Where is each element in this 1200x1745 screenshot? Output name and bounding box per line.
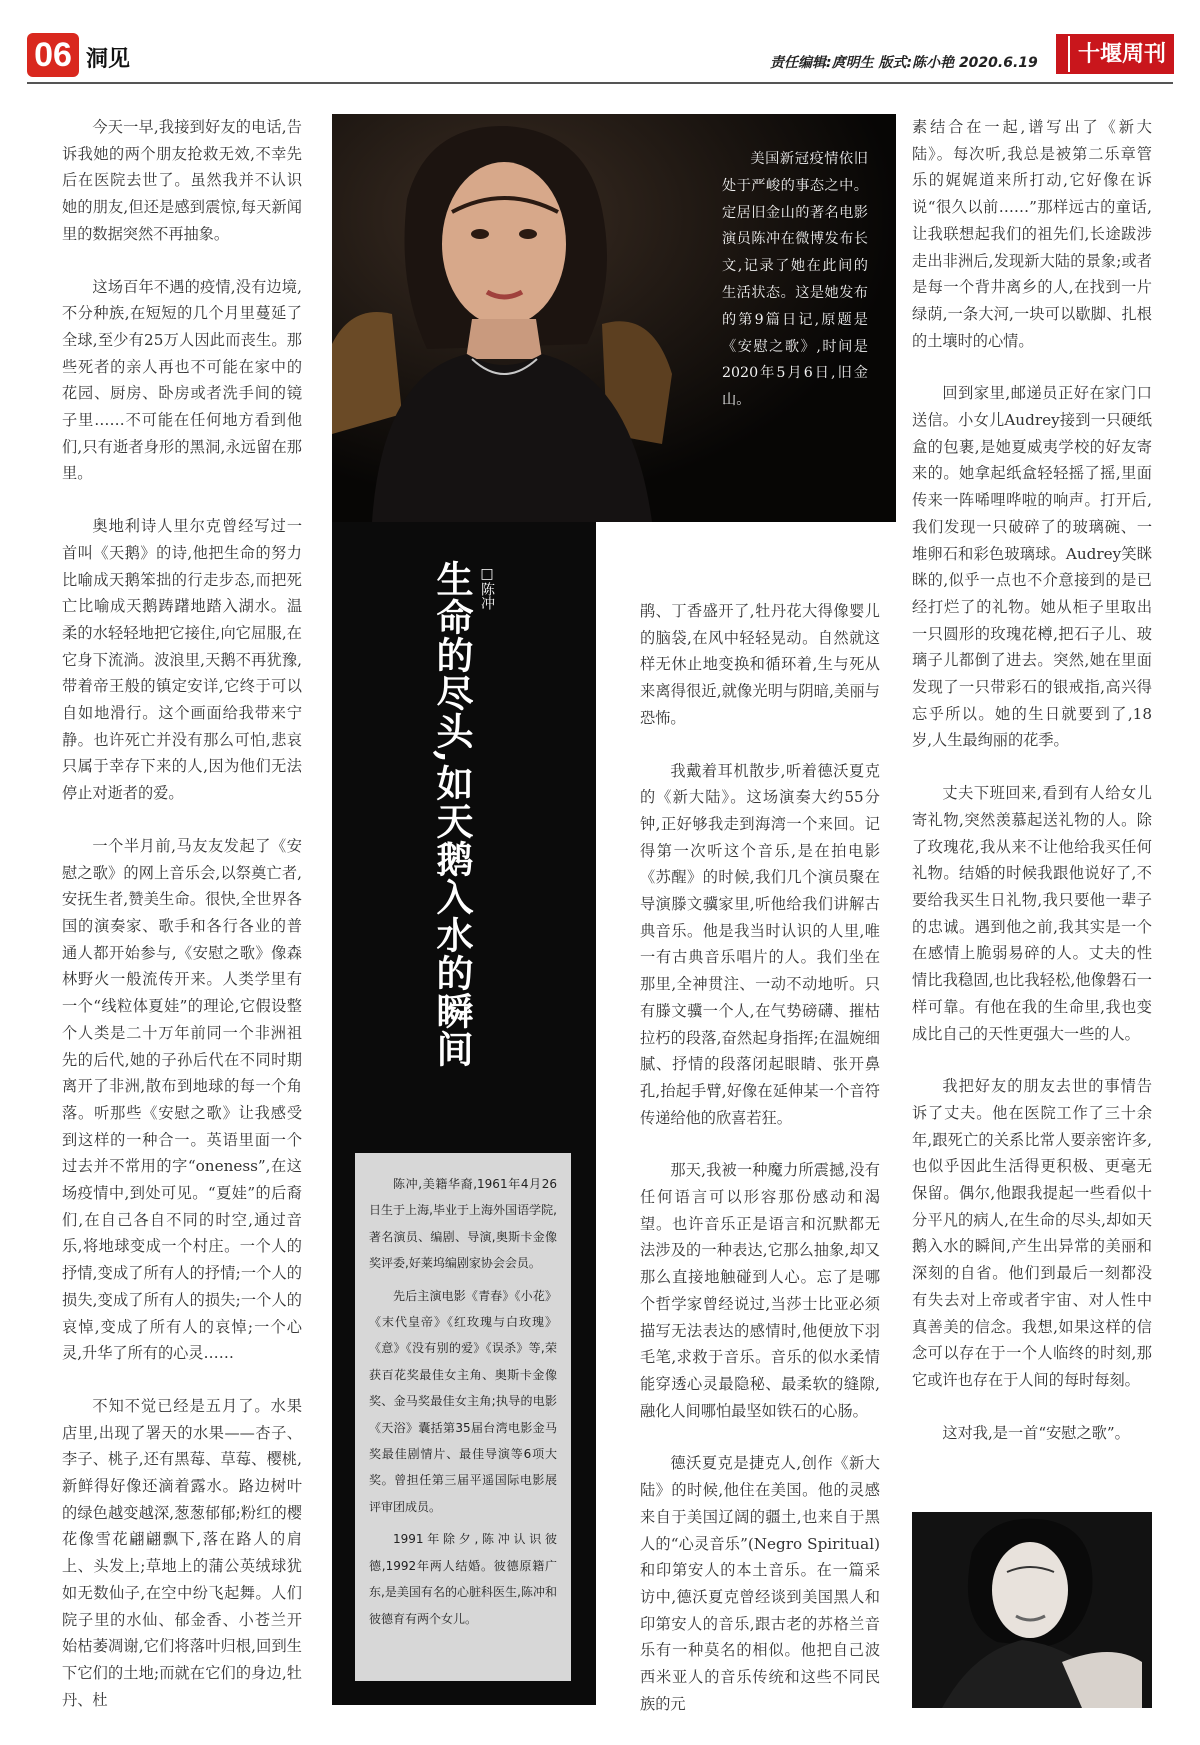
paragraph: 回到家里,邮递员正好在家门口送信。小女儿Audrey接到一只硬纸盒的包裹,是她夏威夷学校的好友寄来的。她拿起纸盒轻轻摇了摇,里面传来一阵唏哩哗啦的响声。打开后,我们发现一只破碎了的玻璃碗、一堆卵石和彩色玻璃球。Audrey笑眯眯的,似乎一点也不介意接到的是已经打烂了的礼物。她从柜子里取出一只圆形的玫瑰花樽,把石子儿、玻璃子儿都倒了进去。突然,她在里面发现了一只带彩石的银戒指,高兴得忘乎所以。她的生日就要到了,18岁,人生最绚丽的花季。	[912, 384, 1152, 750]
photo-caption	[722, 146, 868, 414]
paragraph: 鹃、丁香盛开了,牡丹花大得像婴儿的脑袋,在风中轻轻晃动。自然就这样无休止地变换和循环着,生与死从来离得很近,就像光明与阴暗,美丽与恐怖。	[640, 602, 880, 727]
paragraph: 丈夫下班回来,看到有人给女儿寄礼物,突然羡慕起送礼物的人。除了玫瑰花,我从来不让他给我买任何礼物。结婚的时候我跟他说好了,不要给我买生日礼物,我只要他一辈子的忠诚。遇到他之前,我其实是一个在感情上脆弱易碎的人。丈夫的性情比我稳固,也比我轻松,他像磐石一样可靠。有他在我的生命里,我也变成比自己的天性更强大一些的人。	[912, 784, 1152, 1043]
paragraph: 今天一早,我接到好友的电话,告诉我她的两个朋友抢救无效,不幸先后在医院去世了。虽然我并不认识她的朋友,但还是感到震惊,每天新闻里的数据突然不再抽象。	[62, 118, 302, 243]
paragraph: 奥地利诗人里尔克曾经写过一首叫《天鹅》的诗,他把生命的努力比喻成天鹅笨拙的行走步态,而把死亡比喻成天鹅踌躇地踏入湖水。温柔的水轻轻地把它接住,向它屈服,在它身下流淌。波浪里,天鹅不再犹豫,带着帝王般的镇定安详,它终于可以自如地滑行。这个画面给我带来宁静。也许死亡并没有那么可怕,悲哀只属于幸存下来的人,因为他们无法停止对逝者的爱。	[62, 517, 302, 803]
paragraph: 我把好友的朋友去世的事情告诉了丈夫。他在医院工作了三十余年,跟死亡的关系比常人要亲密许多,也似乎因此生活得更积极、更毫无保留。偶尔,他跟我提起一些看似十分平凡的病人,在生命的尽头,却如天鹅入水的瞬间,产生出异常的美丽和深刻的自省。他们到最后一刻都没有失去对上帝或者宇宙、对人性中真善美的信念。我想,如果这样的信念可以存在于一个人临终的时刻,那它或许也存在于人间的每时每刻。	[912, 1077, 1152, 1389]
paragraph: 这对我,是一首“安慰之歌”。	[942, 1423, 1130, 1442]
author-byline: □陈冲	[479, 566, 495, 610]
author-bio-box	[355, 1153, 571, 1681]
newspaper-logo	[1056, 34, 1174, 74]
paragraph: 一个半月前,马友友发起了《安慰之歌》的网上音乐会,以祭奠亡者,安抚生者,赞美生命。很快,全世界各国的演奏家、歌手和各行各业的普通人都开始参与,《安慰之歌》像森林野火一般流传开来。人类学里有一个“线粒体夏娃”的理论,它假设整个人类是二十万年前同一个非洲祖先的后代,她的子孙后代在不同时期离开了非洲,散布到地球的每一个角落。听那些《安慰之歌》让我感受到这样的一种合一。英语里面一个过去并不常用的字“oneness”,在这场疫情中,到处可见。“夏娃”的后裔们,在自己各自不同的时空,通过音乐,将地球变成一个村庄。一个人的抒情,变成了所有人的抒情;一个人的损失,变成了所有人的损失;一个人的哀悼,变成了所有人的哀悼;一个心灵,升华了所有的心灵……	[62, 836, 302, 1363]
article-column-4	[912, 114, 1152, 1472]
paragraph: 素结合在一起,谱写出了《新大陆》。每次听,我总是被第二乐章管乐的娓娓道来所打动,它好像在诉说“很久以前……”那样远古的童话,让我联想起我们的祖先们,长途跋涉走出非洲后,发现新大陆的景象;或者是每一个背井离乡的人,在找到一片绿荫,一条大河,一块可以歇脚、扎根的土壤时的心情。	[912, 118, 1152, 350]
editor-credits: 责任编辑:庹明生 版式:陈小艳 2020.6.19	[770, 55, 1038, 71]
paragraph: 那天,我被一种魔力所震撼,没有任何语言可以形容那份感动和渴望。也许音乐正是语言和沉默都无法涉及的一种表达,它那么抽象,却又那么直接地触碰到人心。忘了是哪个哲学家曾经说过,当莎士比亚必须描写无法表达的感情时,他便放下羽毛笔,求救于音乐。音乐的似水柔情能穿透心灵最隐秘、最柔软的缝隙,融化人间哪怕最坚如铁石的心肠。	[640, 1161, 880, 1420]
bio-paragraph: 陈冲,美籍华裔,1961年4月26日生于上海,毕业于上海外国语学院,著名演员、编剧、导演,奥斯卡金像奖评委,好莱坞编剧家协会会员。	[369, 1177, 557, 1271]
bio-paragraph: 1991年除夕,陈冲认识彼德,1992年两人结婚。彼德原籍广东,是美国有名的心脏科医生,陈冲和彼德育有两个女儿。	[369, 1532, 557, 1626]
article-title: 生命的尽头,如天鹅入水的瞬间	[430, 560, 474, 1068]
header-rule	[27, 82, 1173, 84]
paragraph: 我戴着耳机散步,听着德沃夏克的《新大陆》。这场演奏大约55分钟,正好够我走到海湾一个来回。记得第一次听这个音乐,是在拍电影《苏醒》的时候,我们几个演员聚在导演滕文骥家里,听他给我们讲解古典音乐。他是我当时认识的人里,唯一有古典音乐唱片的人。我们坐在那里,全神贯注、一动不动地听。只有滕文骥一个人,在气势磅礴、摧枯拉朽的段落,奋然起身指挥;在温婉细腻、抒情的段落闭起眼睛、张开鼻孔,抬起手臂,好像在延伸某一个音符传递给他的欣喜若狂。	[640, 761, 880, 1127]
paragraph: 不知不觉已经是五月了。水果店里,出现了署天的水果——杏子、李子、桃子,还有黑莓、草莓、樱桃,新鲜得好像还滴着露水。路边树叶的绿色越变越深,葱葱郁郁;粉红的樱花像雪花翩翩飘下,落在路人的肩上、头发上;草地上的蒲公英绒球犹如无数仙子,在空中纷飞起舞。人们院子里的水仙、郁金香、小苍兰开始枯萎凋谢,它们将落叶归根,回到生下它们的土地;而就在它们的身边,牡丹、杜	[62, 1396, 302, 1709]
bio-paragraph: 先后主演电影《青春》《小花》《末代皇帝》《红玫瑰与白玫瑰》《意》《没有别的爱》《误杀》等,荣获百花奖最佳女主角、奥斯卡金像奖、金马奖最佳女主角;执导的电影《天浴》囊括第35届台湾电影金马奖最佳剧情片、最佳导演等6项大奖。曾担任第三届平遥国际电影展评审团成员。	[369, 1288, 557, 1514]
article-column-3	[640, 598, 880, 1743]
section-title: 洞见	[86, 47, 131, 72]
paragraph: 这场百年不遇的疫情,没有边境,不分种族,在短短的几个月里蔓延了全球,至少有25万人因此而丧生。那些死者的亲人再也不可能在家中的花园、厨房、卧房或者洗手间的镜子里……不可能在任何地方看到他们,只有逝者身形的黑洞,永远留在那里。	[62, 277, 302, 483]
caption-text: 美国新冠疫情依旧处于严峻的事态之中。定居旧金山的著名电影演员陈冲在微博发布长文,记录了她在此间的生活状态。这是她发布的第9篇日记,原题是《安慰之歌》,时间是2020年5月6日,旧金山。	[722, 151, 868, 409]
logo-accent-bar	[1058, 36, 1068, 72]
paragraph: 德沃夏克是捷克人,创作《新大陆》的时候,他住在美国。他的灵感来自于美国辽阔的疆土,也来自于黑人的“心灵音乐”(Negro Spiritual)和印第安人的本土音乐。在一篇采访中,德沃夏克曾经谈到美国黑人和印第安人的音乐,跟古老的苏格兰音乐有一种莫名的相似。他把自己波西米亚人的音乐传统和这些不同民族的元	[640, 1454, 880, 1713]
article-column-1	[62, 114, 302, 1739]
portrait-illustration	[912, 1512, 1152, 1708]
page-number: 06	[27, 33, 79, 77]
author-portrait-photo	[912, 1512, 1152, 1708]
logo-text: 十堰周刊	[1070, 36, 1174, 72]
